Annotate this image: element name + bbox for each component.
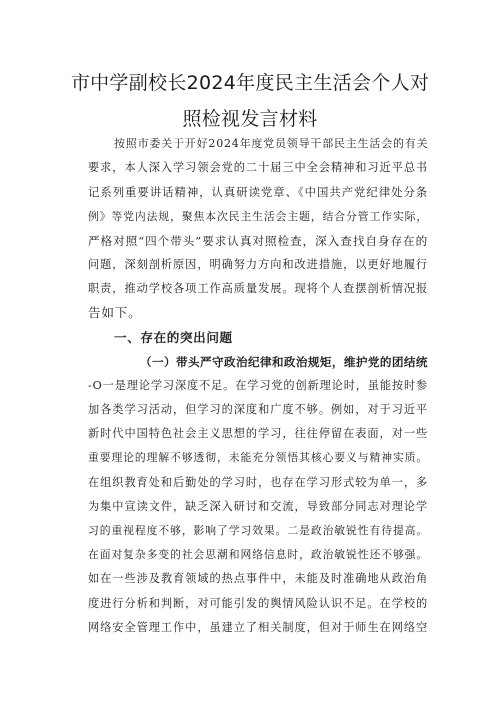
paragraph-line: 记系列重要讲话精神，认真研读党章、《中国共产党纪律处分条 xyxy=(88,185,428,200)
paragraph-line: 告如下。 xyxy=(88,305,142,321)
section-heading: 一、存在的突出问题 xyxy=(114,329,233,345)
paragraph-line: 为集中宣读文件，缺乏深入研讨和交流，导致部分同志对理论学 xyxy=(88,499,428,513)
paragraph-line: 职责，推动学校各项工作高质量发展。现将个人查摆剖析情况报 xyxy=(88,282,428,296)
document-body xyxy=(88,132,428,640)
document-title-line-2: 照检视发言材料 xyxy=(182,108,318,130)
paragraph-line: 按照市委关于开好2024年度党员领导干部民主生活会的有关 xyxy=(114,137,429,150)
document-title-line-1: 市中学副校长2024年度民主生活会个人对 xyxy=(70,72,430,94)
paragraph-line: 新时代中国特色社会主义思想的学习，往往停留在表面，对一些 xyxy=(88,427,428,441)
paragraph-line: 网络安全管理工作中，虽建立了相关制度，但对于师生在网络空 xyxy=(88,620,428,634)
paragraph-line: 度进行分析和判断，对可能引发的舆情风险认识不足。在学校的 xyxy=(88,596,428,610)
paragraph-line: 在面对复杂多变的社会思潮和网络信息时，政治敏锐性还不够强。 xyxy=(88,548,428,562)
paragraph-line: 要求，本人深入学习领会党的二十届三中全会精神和习近平总书 xyxy=(88,161,428,175)
paragraph-line: 在组织教育处和后勤处的学习时，也存在学习形式较为单一，多 xyxy=(88,475,428,489)
paragraph-line: 重要理论的理解不够透彻，未能充分领悟其核心要义与精神实质。 xyxy=(88,451,428,465)
paragraph-line: 例》等党内法规，聚焦本次民主生活会主题，结合分管工作实际， xyxy=(88,209,428,223)
subsection-heading: （一）带头严守政治纪律和政治规矩，维护党的团结统 xyxy=(140,354,428,369)
paragraph-line: 严格对照“四个带头”要求认真对照检查，深入查找自身存在的 xyxy=(88,233,428,248)
paragraph-line: 习的重视程度不够，影响了学习效果。二是政治敏锐性有待提高。 xyxy=(88,524,428,537)
paragraph-line: 加各类学习活动，但学习的深度和广度不够。例如，对于习近平 xyxy=(88,403,428,417)
paragraph-line: 问题，深刻剖析原因，明确努力方向和改进措施，以更好地履行 xyxy=(88,257,428,271)
paragraph-line: -O一是理论学习深度不足。在学习党的创新理论时，虽能按时参 xyxy=(88,378,428,392)
paragraph-line: 如在一些涉及教育领域的热点事件中，未能及时准确地从政治角 xyxy=(88,572,428,586)
